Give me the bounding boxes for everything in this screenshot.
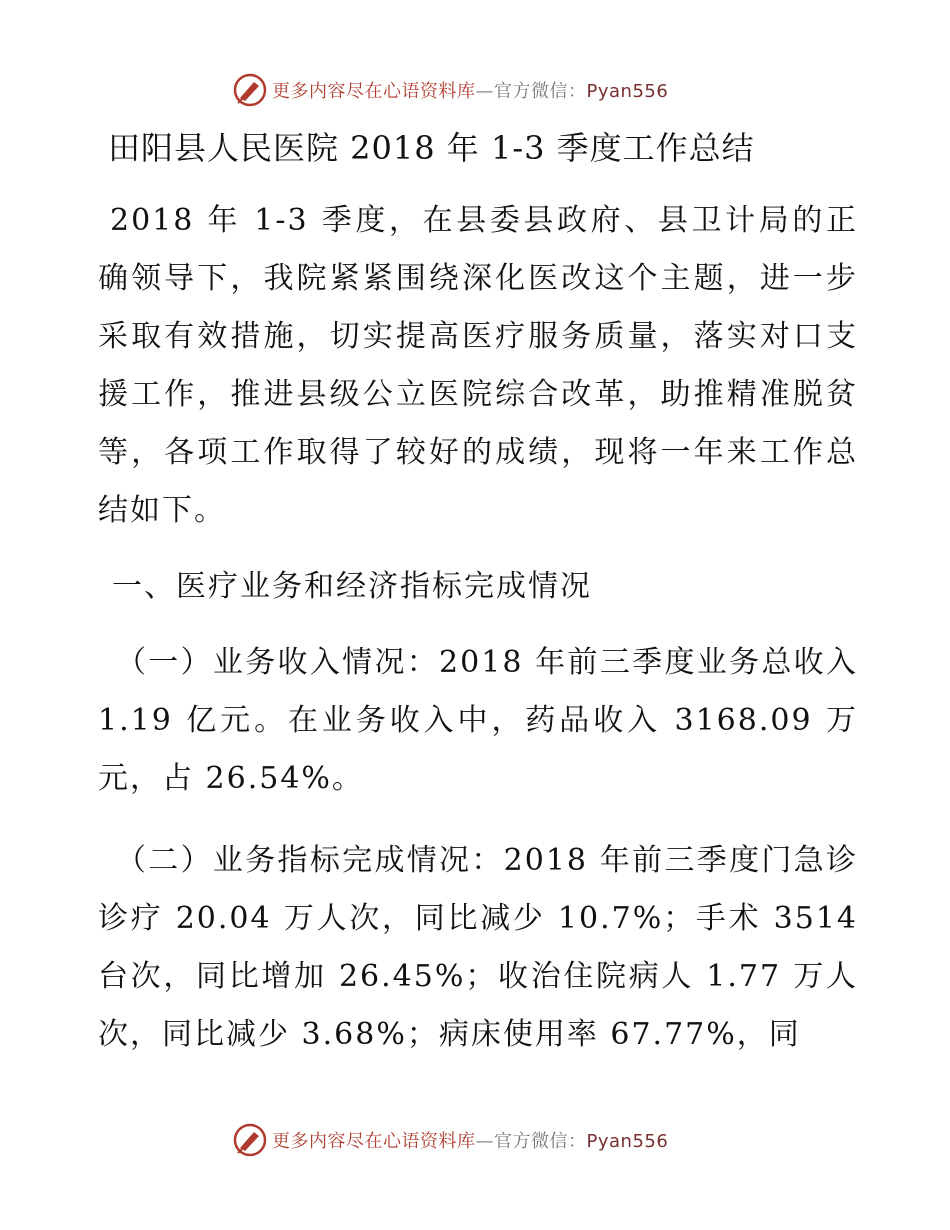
revenue-paragraph: （一）业务收入情况：2018 年前三季度业务总收入 1.19 亿元。在业务收入中，药品收入 3168.09 万元，占 26.54%。 [98, 645, 858, 796]
pen-logo-icon [232, 1122, 268, 1158]
indicators-paragraph: （二）业务指标完成情况：2018 年前三季度门急诊诊疗 20.04 万人次，同比减少 10.7%；手术 3514 台次，同比增加 26.45%；收治住院病人 1.77 万人次，同比减少 3.68%；病床使用率 67.77%，同 [98, 843, 858, 1052]
watermark-text: 更多内容尽在心语资料库—官方微信：Pyan556 [272, 1131, 669, 1152]
intro-paragraph: 2018 年 1-3 季度，在县委县政府、县卫计局的正确领导下，我院紧紧围绕深化医改这个主题，进一步采取有效措施，切实提高医疗服务质量，落实对口支援工作，推进县级公立医院综合改革，助推精准脱贫等，各项工作取得了较好的成绩，现将一年来工作总结如下。 [98, 203, 858, 528]
document-body [98, 128, 858, 1064]
watermark-header [232, 72, 668, 108]
section-heading: 一、医疗业务和经济指标完成情况 [112, 569, 592, 604]
watermark-text: 更多内容尽在心语资料库—官方微信：Pyan556 [272, 81, 669, 102]
pen-logo-icon [232, 72, 268, 108]
document-title: 田阳县人民医院 2018 年 1-3 季度工作总结 [108, 129, 755, 167]
watermark-footer [232, 1122, 668, 1158]
